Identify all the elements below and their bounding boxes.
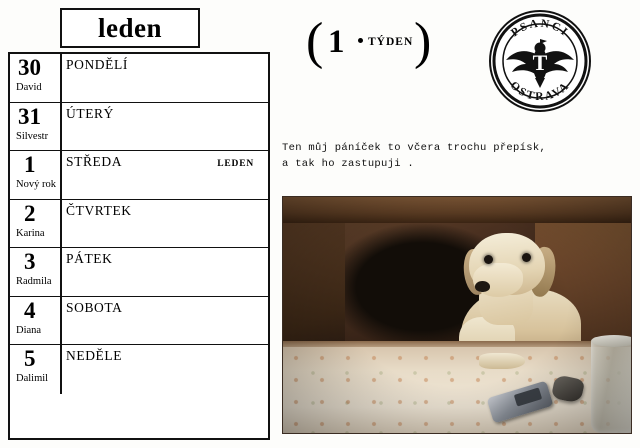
right-parenthesis: ) (414, 13, 432, 70)
caption (282, 140, 632, 188)
table-row[interactable] (10, 54, 268, 103)
day-weekday: SOBOTA (66, 299, 123, 315)
logo-center-letter: T (532, 50, 548, 75)
logo-top-text: PSANCI (509, 17, 572, 40)
month-title-box (60, 8, 200, 48)
day-saint-name: Silvestr (16, 130, 49, 142)
eagle-stamp-icon (487, 8, 593, 114)
day-saint-name: Dalimil (16, 373, 49, 384)
day-number: 1 (24, 152, 36, 177)
left-parenthesis: ( (306, 13, 324, 70)
bullet-icon (358, 38, 363, 43)
row-divider (60, 345, 62, 394)
day-weekday: PÁTEK (66, 251, 113, 266)
day-weekday: ÚTERÝ (66, 105, 114, 121)
days-table (8, 52, 270, 440)
day-saint-name: Karina (16, 227, 45, 239)
row-divider (60, 103, 62, 151)
table-row[interactable] (10, 200, 268, 249)
row-divider (60, 248, 62, 296)
row-divider (60, 297, 62, 345)
day-saint-name: Nový rok (16, 179, 56, 190)
calendar-column (8, 8, 270, 440)
week-label: TÝDEN (368, 36, 414, 48)
week-number: 1 (328, 24, 345, 60)
day-saint-name: Radmila (16, 276, 52, 287)
row-divider (60, 54, 62, 102)
month-name: leden (97, 12, 162, 43)
day-weekday: NEDĚLE (66, 348, 123, 363)
day-number: 4 (24, 297, 36, 323)
day-number: 2 (24, 200, 36, 226)
day-saint-name: Diana (16, 324, 42, 336)
psanci-ostrava-logo (487, 8, 593, 114)
day-number: 31 (18, 103, 41, 129)
day-saint-name: David (16, 82, 42, 93)
photo-dog-on-bed (282, 196, 632, 434)
day-number: 3 (24, 249, 36, 274)
photo-vignette (283, 197, 631, 433)
row-divider (60, 200, 62, 248)
week-number-badge (306, 13, 434, 70)
table-row[interactable] (10, 345, 268, 394)
table-row[interactable] (10, 248, 268, 297)
day-number: 5 (24, 346, 36, 371)
logo-bottom-text: OSTRAVA (507, 79, 573, 104)
day-weekday: STŘEDA (66, 154, 123, 169)
table-row[interactable] (10, 297, 268, 346)
day-number: 30 (18, 55, 41, 80)
day-weekday: ČTVRTEK (66, 202, 132, 218)
day-weekday: PONDĚLÍ (66, 57, 128, 72)
caption-line-1: Ten můj páníček to včera trochu přepísk, (282, 142, 547, 154)
table-row[interactable] (10, 151, 268, 200)
table-row[interactable] (10, 103, 268, 152)
row-divider (60, 151, 62, 199)
caption-line-2: a tak ho zastupuji . (282, 158, 415, 170)
day-note: LEDEN (217, 159, 254, 169)
